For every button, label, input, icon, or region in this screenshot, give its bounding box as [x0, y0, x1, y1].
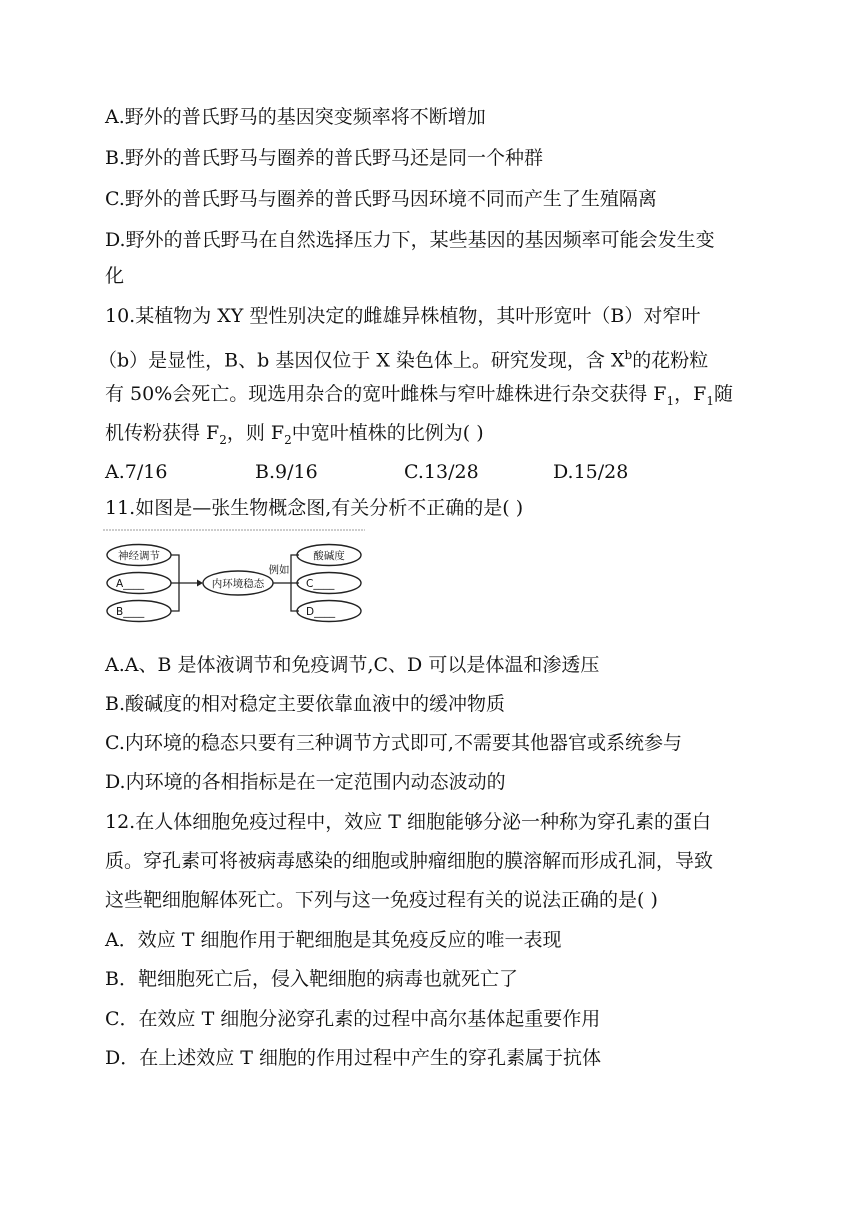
q10-option-b: B.9/16 [255, 461, 318, 483]
node-label: A____ [116, 578, 145, 590]
q10-subscript: 1 [706, 393, 714, 408]
q10-stem-line-2 [98, 343, 758, 372]
q12-option-d: D．在上述效应 T 细胞的作用过程中产生的穿孔素属于抗体 [105, 1047, 601, 1069]
q10-subscript: 1 [666, 393, 675, 408]
q10-stem-text: 机传粉获得 F [105, 422, 220, 444]
q10-superscript: b [624, 348, 633, 362]
q10-stem-text: （b）是显性，B、b 基因仅位于 X 染色体上。研究发现，含 X [98, 349, 625, 372]
q12-stem-line-3: 这些靶细胞解体死亡。下列与这一免疫过程有关的说法正确的是( ) [105, 889, 658, 911]
node-label: C____ [306, 578, 335, 590]
q10-options [105, 460, 765, 484]
q9-option-d: D.野外的普氏野马在自然选择压力下，某些基因的基因频率可能会发生变 [105, 229, 715, 251]
q11-option-a: A.A、B 是体液调节和免疫调节,C、D 可以是体温和渗透压 [105, 654, 600, 676]
q12-option-a: A．效应 T 细胞作用于靶细胞是其免疫反应的唯一表现 [105, 929, 562, 951]
q10-stem-line-1: 10.某植物为 XY 型性别决定的雌雄异株植物，其叶形宽叶（B）对窄叶 [105, 305, 701, 327]
q9-option-b: B.野外的普氏野马与圈养的普氏野马还是同一个种群 [105, 147, 544, 169]
node-label: B____ [116, 606, 145, 618]
q10-option-c: C.13/28 [404, 461, 479, 483]
q11-option-d: D.内环境的各相指标是在一定范围内动态波动的 [105, 771, 506, 793]
q10-stem-text: ，则 F [226, 422, 285, 444]
q10-subscript: 2 [284, 432, 292, 447]
q12-stem-line-1: 12.在人体细胞免疫过程中，效应 T 细胞能够分泌一种称为穿孔素的蛋白 [105, 811, 711, 833]
q10-stem-text: 随 [713, 383, 733, 405]
q10-stem-text: ，F [674, 383, 707, 405]
q12-option-b: B．靶细胞死亡后，侵入靶细胞的病毒也就死亡了 [105, 968, 518, 990]
node-label: 神经调节 [118, 550, 160, 562]
node-label: 酸碱度 [313, 550, 345, 562]
q10-option-a: A.7/16 [105, 461, 168, 483]
q10-stem-text: 中宽叶植株的比例为( ) [291, 422, 484, 444]
q10-stem-text: 的花粉粒 [632, 349, 709, 372]
q9-option-a: A.野外的普氏野马的基因突变频率将不断增加 [105, 106, 486, 128]
q10-subscript: 2 [219, 432, 227, 447]
q11-option-b: B.酸碱度的相对稳定主要依靠血液中的缓冲物质 [105, 693, 506, 715]
node-label: 内环境稳态 [211, 578, 265, 590]
q11-stem: 11.如图是—张生物概念图,有关分析不正确的是( ) [105, 497, 524, 519]
node-label: D____ [306, 606, 336, 618]
edge-label: 例如 [268, 564, 290, 576]
q12-stem-line-2: 质。穿孔素可将被病毒感染的细胞或肿瘤细胞的膜溶解而形成孔洞，导致 [105, 850, 714, 872]
q11-option-c: C.内环境的稳态只要有三种调节方式即可,不需要其他器官或系统参与 [105, 732, 682, 754]
q9-option-c: C.野外的普氏野马与圈养的普氏野马因环境不同而产生了生殖隔离 [105, 188, 657, 210]
concept-map-figure [103, 528, 365, 636]
arrow-head [197, 580, 203, 587]
q10-stem-text: 有 50%会死亡。现选用杂合的宽叶雌株与窄叶雄株进行杂交获得 F [105, 383, 667, 405]
q9-option-d-wrap: 化 [105, 265, 125, 287]
q10-stem-line-4 [105, 421, 765, 452]
q10-stem-line-3 [105, 382, 765, 413]
q12-option-c: C．在效应 T 细胞分泌穿孔素的过程中高尔基体起重要作用 [105, 1008, 601, 1030]
q10-option-d: D.15/28 [553, 461, 629, 483]
